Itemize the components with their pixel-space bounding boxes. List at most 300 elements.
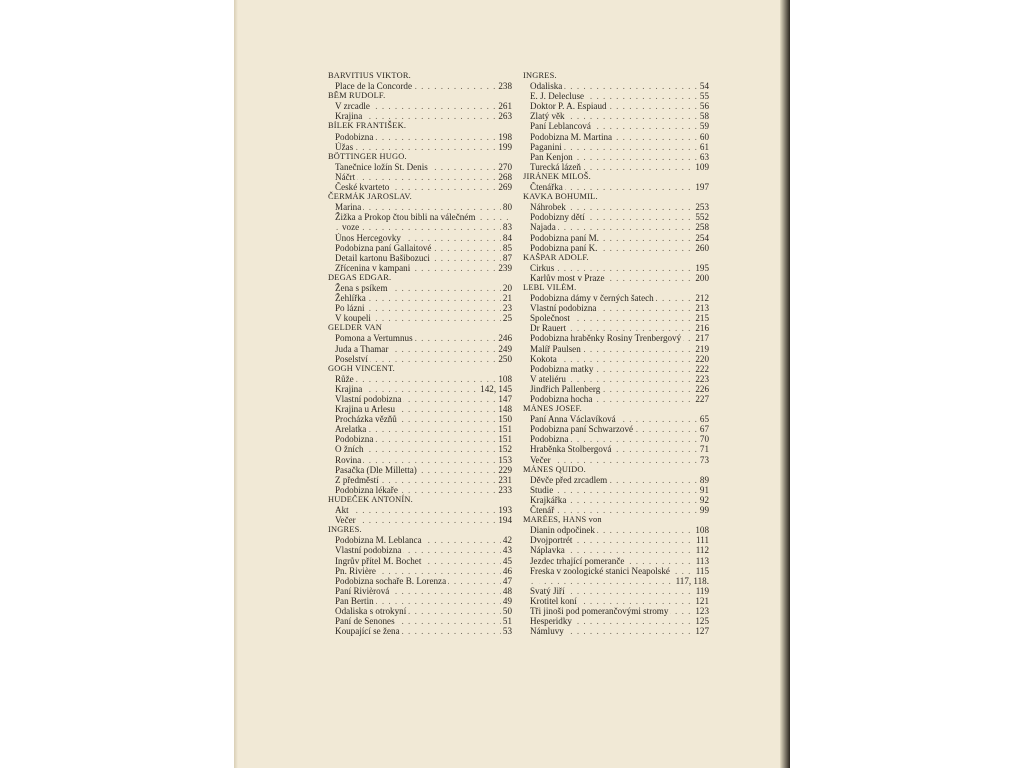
index-entry (328, 172, 512, 182)
entry-page-number: 112 (695, 545, 709, 556)
index-entry (523, 354, 709, 364)
entry-title: Náhrobek (530, 202, 566, 213)
index-entry (523, 81, 709, 91)
index-entry (328, 606, 512, 616)
entry-page-number: 254 (695, 232, 709, 243)
entry-page-number: 233 (498, 484, 512, 495)
index-entry (523, 212, 709, 222)
index-column-right (523, 71, 709, 636)
index-entry (328, 142, 512, 152)
entry-title: Cirkus (530, 262, 555, 273)
entry-title: Podobizna hraběnky Rosiny Trenbergový (530, 333, 682, 344)
entry-title: Večer (530, 454, 551, 465)
entry-title: Z předměstí (335, 474, 379, 485)
index-entry (328, 384, 512, 394)
artist-heading: GELDER VAN (328, 323, 383, 333)
index-entry (523, 91, 709, 101)
entry-page-number: 58 (699, 111, 709, 122)
index-entry (523, 263, 709, 273)
index-entry (523, 444, 709, 454)
index-entry (523, 505, 709, 515)
entry-page-number: 148 (498, 404, 512, 415)
page-left-edge (234, 0, 238, 768)
entry-page-number: 71 (699, 444, 709, 455)
index-entry (523, 374, 709, 384)
entry-title: Podobizna hocha (530, 394, 593, 404)
index-entry (523, 273, 709, 283)
entry-page-number: 115 (695, 565, 709, 576)
artist-heading: LEBL VILÉM. (523, 282, 577, 292)
entry-title: Náčrt (335, 171, 356, 182)
index-entry (523, 344, 709, 354)
index-entry (523, 182, 709, 192)
entry-page-number: 50 (502, 605, 512, 616)
entry-title: Podobizna sochaře B. Lorenza (335, 575, 447, 586)
entry-page-number: 65 (699, 414, 709, 425)
entry-page-number: 60 (699, 131, 709, 142)
entry-page-number: 63 (699, 151, 709, 162)
index-entry (523, 455, 709, 465)
entry-title: České kvarteto (335, 182, 390, 193)
entry-page-number: 213 (695, 303, 709, 314)
entry-title: Úžas (335, 141, 354, 152)
index-entry (328, 424, 512, 434)
entry-page-number: 268 (498, 171, 512, 182)
index-entry (328, 576, 512, 586)
entry-title: Zlatý věk (530, 111, 565, 122)
entry-title: Juda a Thamar (335, 343, 389, 354)
entry-page-number: 151 (498, 434, 512, 445)
index-entry (523, 233, 709, 243)
entry-page-number: 108 (498, 373, 512, 384)
entry-title: V ateliéru (530, 373, 566, 384)
entry-title: V zrcadle (335, 101, 370, 112)
entry-page-number: 113 (695, 555, 709, 566)
entry-title: Dvojportrét (530, 535, 573, 546)
entry-title: Čtenářka (530, 182, 563, 193)
entry-page-number: 67 (699, 424, 709, 435)
entry-title: Společnost (530, 313, 570, 324)
index-entry (523, 556, 709, 566)
index-entry (328, 354, 512, 364)
entry-title: E. J. Delecluse (530, 91, 585, 102)
entry-title: Únos Hercegovky (335, 232, 401, 243)
artist-heading: JIRÁNEK MILOŠ. (523, 171, 591, 181)
entry-page-number: 194 (498, 515, 512, 526)
entry-title: Krajina (335, 383, 363, 394)
entry-title: Karlův most v Praze (530, 272, 605, 283)
entry-title: Náplavka (530, 545, 565, 556)
entry-title: Doktor P. A. Espiaud (530, 101, 607, 112)
entry-title: Žehlířka (335, 293, 366, 304)
index-entry (523, 303, 709, 313)
index-entry (523, 596, 709, 606)
entry-title: Kokota (530, 353, 557, 364)
entry-page-number: 222 (695, 363, 709, 374)
entry-title: Růže (335, 373, 354, 384)
entry-title: Jindřich Pallenberg (530, 383, 601, 394)
index-entry (328, 374, 512, 384)
index-entry (328, 233, 512, 243)
entry-title: Krajina u Arlesu (335, 404, 396, 415)
entry-title: Pasačka (Dle Milletta) (335, 464, 417, 475)
entry-page-number: 21 (502, 293, 512, 304)
index-entry (328, 434, 512, 444)
index-entry (328, 566, 512, 576)
entry-title: Paganini (530, 141, 562, 152)
index-column-left (328, 71, 512, 636)
entry-title: Koupající se žena (335, 626, 400, 637)
entry-title: Arelatka (335, 424, 367, 435)
index-entry (328, 515, 512, 525)
index-entry (523, 101, 709, 111)
entry-page-number: 261 (498, 101, 512, 112)
entry-page-number: 552 (695, 212, 709, 223)
entry-page-number: 198 (498, 131, 512, 142)
artist-heading: MÁNES JOSEF. (523, 404, 582, 414)
entry-page-number: 111 (696, 535, 709, 546)
entry-title: Pn. Rivière (335, 565, 376, 576)
entry-title: Tři jinoši pod pomerančovými stromy (530, 605, 669, 616)
artist-heading: BÍLEK FRANTIŠEK. (328, 121, 407, 131)
index-entry (328, 333, 512, 343)
entry-page-number: 54 (699, 81, 709, 92)
entry-title: Žena s psíkem (335, 282, 388, 293)
artist-heading: BARVITIUS VIKTOR. (328, 71, 411, 80)
index-entry (523, 626, 709, 636)
entry-page-number: 260 (695, 242, 709, 253)
entry-page-number: 231 (498, 474, 512, 485)
index-entry (328, 505, 512, 515)
index-entry (328, 202, 512, 212)
entry-title: Po lázni (335, 303, 365, 314)
entry-page-number: 150 (498, 414, 512, 425)
entry-page-number: 223 (695, 373, 709, 384)
entry-title: Žižka a Prokop čtou bibli na válečném (335, 212, 476, 223)
index-entry (328, 283, 512, 293)
entry-title: Turecká lázeň (530, 161, 581, 172)
entry-title: Paní de Senones (335, 616, 395, 627)
entry-title: Jezdec trhající pomeranče (530, 555, 625, 566)
entry-title: Podobizny dětí (530, 212, 585, 223)
entry-title: Pan Bertin (335, 595, 374, 606)
index-entry (328, 263, 512, 273)
index-entry (328, 414, 512, 424)
index-entry (328, 313, 512, 323)
artist-heading: DEGAS EDGAR. (328, 272, 392, 282)
entry-page-number: 25 (502, 313, 512, 324)
entry-page-number: 220 (695, 353, 709, 364)
entry-page-number: 80 (502, 202, 512, 213)
index-entry (328, 455, 512, 465)
index-entry-continuation (523, 576, 709, 586)
entry-title: Pan Kenjon (530, 151, 573, 162)
entry-title: Akt (335, 505, 349, 516)
index-entry (328, 111, 512, 121)
entry-title: Podobizna M. Martina (530, 131, 613, 142)
index-entry (523, 121, 709, 131)
entry-page-number: 70 (699, 434, 709, 445)
entry-title: Place de la Concorde (335, 81, 413, 92)
entry-title: Podobizna paní K. (530, 242, 598, 253)
entry-page-number: 269 (498, 182, 512, 193)
entry-page-number: 123 (695, 605, 709, 616)
page-right-edge (780, 0, 790, 768)
entry-title: Krotitel koní (530, 595, 577, 606)
entry-title: Pomona a Vertumnus (335, 333, 413, 344)
index-entry (328, 293, 512, 303)
entry-page-number: 47 (502, 575, 512, 586)
entry-title: Podobizna paní Gallaitové (335, 242, 432, 253)
index-entry (523, 333, 709, 343)
index-entry (523, 485, 709, 495)
entry-title: Paní Leblancová (530, 121, 591, 132)
index-entry (523, 535, 709, 545)
entry-page-number: 91 (699, 484, 709, 495)
entry-page-number: 239 (498, 262, 512, 273)
entry-title: Podobizna M. Leblanca (335, 535, 422, 546)
entry-page-number: 125 (695, 616, 709, 627)
entry-page-number: 270 (498, 161, 512, 172)
index-entry (523, 293, 709, 303)
entry-title: Svatý Jiří (530, 585, 565, 596)
entry-page-number: 229 (498, 464, 512, 475)
entry-page-number: 48 (502, 585, 512, 596)
entry-page-number: 127 (695, 626, 709, 637)
entry-page-number: 20 (502, 282, 512, 293)
index-entry (328, 303, 512, 313)
artist-heading: KAVKA BOHUMIL. (523, 192, 598, 202)
entry-title: Vlastní podobizna (530, 303, 597, 314)
entry-page-number: 121 (695, 595, 709, 606)
entry-page-number: 195 (695, 262, 709, 273)
entry-page-number: 55 (699, 91, 709, 102)
artist-heading: KAŠPAR ADOLF. (523, 252, 589, 262)
entry-title: Poselství (335, 353, 368, 364)
index-entry (328, 616, 512, 626)
index-entry (523, 313, 709, 323)
entry-page-number: 108 (695, 525, 709, 536)
entry-page-number: 43 (502, 545, 512, 556)
entry-page-number: 45 (502, 555, 512, 566)
entry-title: Ingrův přítel M. Bochet (335, 555, 422, 566)
entry-title: Námluvy (530, 626, 564, 637)
artist-heading: INGRES. (523, 71, 557, 80)
index-entry (523, 384, 709, 394)
entry-page-number: 249 (498, 343, 512, 354)
entry-page-number: 216 (695, 323, 709, 334)
entry-page-number: 59 (699, 121, 709, 132)
entry-title: Tanečnice ložín St. Denis (335, 161, 428, 172)
index-entry (523, 243, 709, 253)
artist-heading: ČERMÁK JAROSLAV. (328, 192, 412, 202)
entry-page-number: 147 (498, 394, 512, 404)
entry-page-number: 152 (498, 444, 512, 455)
entry-page-number: 87 (502, 252, 512, 263)
entry-title: Vlastní podobizna (335, 545, 402, 556)
artist-heading: BĚM RUDOLF. (328, 91, 386, 101)
entry-page-number: 193 (498, 505, 512, 516)
entry-page-number: 117, 118. (675, 575, 709, 586)
index-entry (523, 152, 709, 162)
index-entry (523, 434, 709, 444)
entry-title: Dianin odpočinek (530, 525, 595, 536)
entry-page-number: 226 (695, 383, 709, 394)
index-entry (523, 566, 709, 576)
entry-title: Večer (335, 515, 356, 526)
entry-page-number: 227 (695, 394, 709, 404)
index-entry (328, 475, 512, 485)
entry-page-number: 61 (699, 141, 709, 152)
index-entry (523, 586, 709, 596)
entry-title: Podobizna paní M. (530, 232, 599, 243)
entry-page-number: 197 (695, 182, 709, 193)
index-entry (328, 132, 512, 142)
entry-title: Studie (530, 484, 554, 495)
index-entry (523, 222, 709, 232)
entry-title: O žních (335, 444, 364, 455)
entry-title: voze (342, 222, 360, 233)
index-entry (328, 243, 512, 253)
entry-page-number: 85 (502, 242, 512, 253)
entry-page-number: 142, 145 (480, 383, 512, 394)
entry-page-number: 153 (498, 454, 512, 465)
artist-heading: GOGH VINCENT. (328, 363, 395, 373)
index-entry (523, 111, 709, 121)
entry-page-number: 46 (502, 565, 512, 576)
entry-page-number: 253 (695, 202, 709, 213)
entry-page-number: 217 (695, 333, 709, 344)
entry-title: Podobizna (530, 434, 569, 445)
index-entry (523, 394, 709, 404)
entry-title: Paní Rivièrová (335, 585, 390, 596)
artist-heading: INGRES. (328, 525, 362, 535)
index-entry (328, 444, 512, 454)
entry-title: Procházka vězňů (335, 414, 397, 425)
entry-title: Podobizna (335, 131, 374, 142)
entry-title: Hesperidky (530, 616, 572, 627)
index-entry (523, 364, 709, 374)
index-entry (523, 475, 709, 485)
entry-title: Podobizna paní Schwarzové (530, 424, 634, 435)
entry-page-number: 219 (695, 343, 709, 354)
entry-title: Podobizna dámy v černých šatech (530, 293, 654, 304)
artist-heading: MÁNES QUIDO. (523, 464, 586, 474)
index-entry (523, 323, 709, 333)
entry-page-number: 73 (699, 454, 709, 465)
entry-title: Krajina (335, 111, 363, 122)
artist-heading: MARÉES, HANS von (523, 515, 602, 525)
entry-page-number: 200 (695, 272, 709, 283)
entry-title: Krajkářka (530, 494, 567, 505)
entry-title: Detail kartonu Bašibozuci (335, 252, 430, 263)
entry-page-number: 42 (502, 535, 512, 546)
index-entry (523, 132, 709, 142)
artist-heading: HUDEČEK ANTONÍN. (328, 494, 413, 504)
entry-title: Freska v zoologické stanici Neapolské (530, 565, 670, 576)
index-entry (523, 424, 709, 434)
entry-page-number: 246 (498, 333, 512, 344)
entry-title: Malíř Paulsen (530, 343, 581, 354)
entry-title: Podobizna lékaře (335, 484, 398, 495)
index-entry (328, 212, 512, 222)
index-entry (523, 202, 709, 212)
entry-page-number: 238 (498, 81, 512, 92)
entry-page-number: 199 (498, 141, 512, 152)
entry-title (537, 576, 539, 586)
entry-page-number: 49 (502, 595, 512, 606)
entry-page-number: 151 (498, 424, 512, 435)
index-entry (523, 142, 709, 152)
entry-page-number: 53 (502, 626, 512, 637)
entry-page-number: 92 (699, 494, 709, 505)
entry-page-number: 99 (699, 505, 709, 516)
entry-title: Rovina (335, 454, 362, 465)
entry-title: Marina (335, 202, 362, 213)
entry-page-number: 23 (502, 303, 512, 314)
index-entry (523, 495, 709, 505)
index-entry (523, 525, 709, 535)
index-entry (328, 535, 512, 545)
entry-title: Podobizna matky (530, 363, 594, 374)
entry-page-number: 119 (695, 585, 709, 596)
entry-page-number: 51 (502, 616, 512, 627)
entry-page-number: 258 (695, 222, 709, 233)
index-entry (328, 404, 512, 414)
entry-title: Děvče před zrcadlem (530, 474, 608, 485)
index-entry-continuation (328, 222, 512, 232)
index-entry (328, 465, 512, 475)
index-entry (328, 162, 512, 172)
index-entry (523, 545, 709, 555)
entry-page-number: 212 (695, 293, 709, 304)
entry-title: Podobizna (335, 434, 374, 445)
entry-page-number: 83 (502, 222, 512, 233)
entry-page-number: 263 (498, 111, 512, 122)
index-entry (328, 545, 512, 555)
index-entry (328, 485, 512, 495)
index-entry (328, 182, 512, 192)
entry-title: Vlastní podobizna (335, 394, 402, 404)
entry-page-number: 56 (699, 101, 709, 112)
entry-page-number: 89 (699, 474, 709, 485)
entry-page-number: 109 (695, 161, 709, 172)
index-entry (328, 596, 512, 606)
index-entry (523, 414, 709, 424)
entry-title: Odaliska (530, 81, 563, 92)
index-entry (328, 556, 512, 566)
entry-title: Čtenář (530, 505, 555, 516)
entry-title: Paní Anna Václavíková (530, 414, 616, 425)
entry-page-number: 250 (498, 353, 512, 364)
index-entry (523, 162, 709, 172)
entry-page-number: 215 (695, 313, 709, 324)
index-entry (523, 616, 709, 626)
index-entry (328, 101, 512, 111)
entry-title: Dr Rauert (530, 323, 567, 334)
index-entry (328, 586, 512, 596)
index-entry (328, 394, 512, 404)
index-entry (328, 253, 512, 263)
artist-heading: BÖTTINGER HUGO. (328, 151, 407, 161)
index-entry (523, 606, 709, 616)
entry-title: Hraběnka Stolbergová (530, 444, 612, 455)
entry-title: V koupeli (335, 313, 371, 324)
entry-page-number: 84 (502, 232, 512, 243)
index-entry (328, 344, 512, 354)
index-entry (328, 81, 512, 91)
entry-title: Najada (530, 222, 556, 233)
